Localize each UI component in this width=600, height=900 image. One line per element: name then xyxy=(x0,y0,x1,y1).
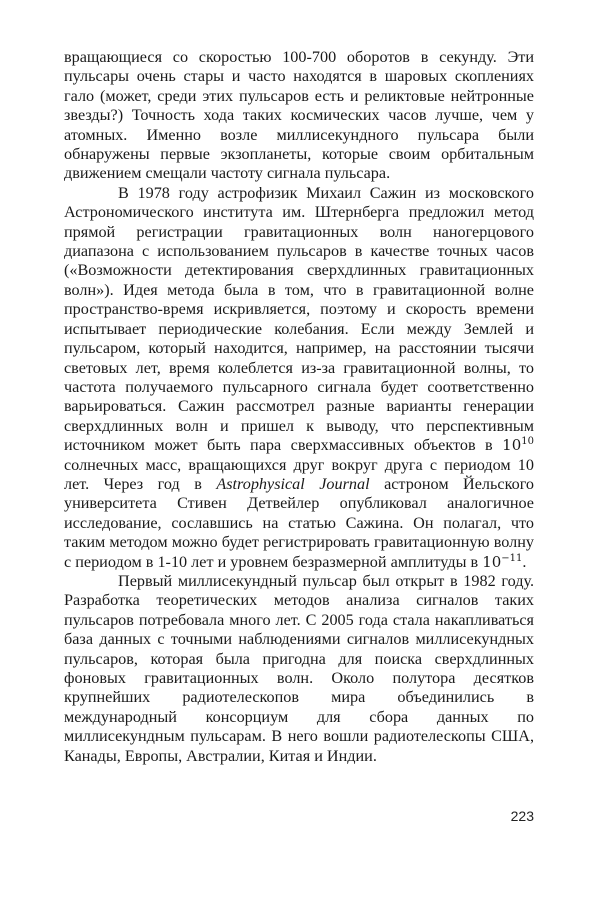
paragraph-2 xyxy=(64,184,534,572)
paragraph-3: Первый миллисекундный пульсар был открыт в 1982 году. Разработка теоретических методов анализа сигналов таких пульсаров потребовала много лет. С 2005 года стала накапливаться база данных с точными наблюдениями сигналов миллисекундных пульсаров, которая была пригодна для поиска сверхдлинных фоновых гравитационных волн. Около полутора десятков крупнейших радиотелескопов мира объединились в международный консорциум для сбора данных по миллисекундным пульсарам. В него вошли радиотелескопы США, Канады, Европы, Австралии, Китая и Индии. xyxy=(64,571,534,765)
p2-text-c: астроном Йельского университета Стивен Детвейлер опубликовал аналогичное исследование, сославшись на статью Сажина. Он полагал, что таким методом можно будет регистрировать гравитационную волну с периодом в 1-10 лет и уровнем безразмерной амплитуды в xyxy=(64,474,535,571)
mass-exponent: 10 xyxy=(521,436,534,448)
mass-power xyxy=(502,436,534,454)
mass-base: 10 xyxy=(502,436,522,455)
page-number: 223 xyxy=(510,808,534,824)
journal-title: Astrophysical Journal xyxy=(216,474,370,493)
body-text xyxy=(64,48,534,766)
p2-text-b: солнечных масс, вращающихся друг вокруг друга с периодом 10 лет. Через год в xyxy=(64,455,534,493)
amp-exponent: −11 xyxy=(501,552,523,564)
paragraph-1: вращающиеся со скоростью 100-700 оборотов в секунду. Эти пульсары очень стары и часто находятся в шаровых скоплениях гало (может, среди этих пульсаров есть и реликтовые нейтронные звезды?) Точность хода таких космических часов лучше, чем у атомных. Именно возле миллисекундного пульсара были обнаружены первые экзопланеты, которые своим орбитальным движением смещали частоту сигнала пульсара. xyxy=(64,48,534,183)
p2-text-d: . xyxy=(522,552,527,571)
amp-base: 10 xyxy=(482,552,502,571)
amplitude-power xyxy=(482,553,522,571)
p2-text-a: В 1978 году астрофизик Михаил Сажин из московского Астрономического института им. Штернберга предложил метод прямой регистрации гравитационных волн наногерцового диапазона с использованием пульсаров в качестве точных часов («Возможности детектирования сверхдлинных гравитационных волн»). Идея метода была в том, что в гравитационной волне пространство-время искривляется, поэтому и скорость времени испытывает периодические колебания. Если между Землей и пульсаром, который находится, например, на расстоянии тысячи световых лет, время колеблется из-за гравитационной волны, то частота получаемого пульсарного сигнала будет соответственно варьироваться. Сажин рассмотрел разные варианты генерации сверхдлинных волн и пришел к выводу, что перспективным источником может быть пара сверхмассивных объектов в xyxy=(64,183,534,455)
